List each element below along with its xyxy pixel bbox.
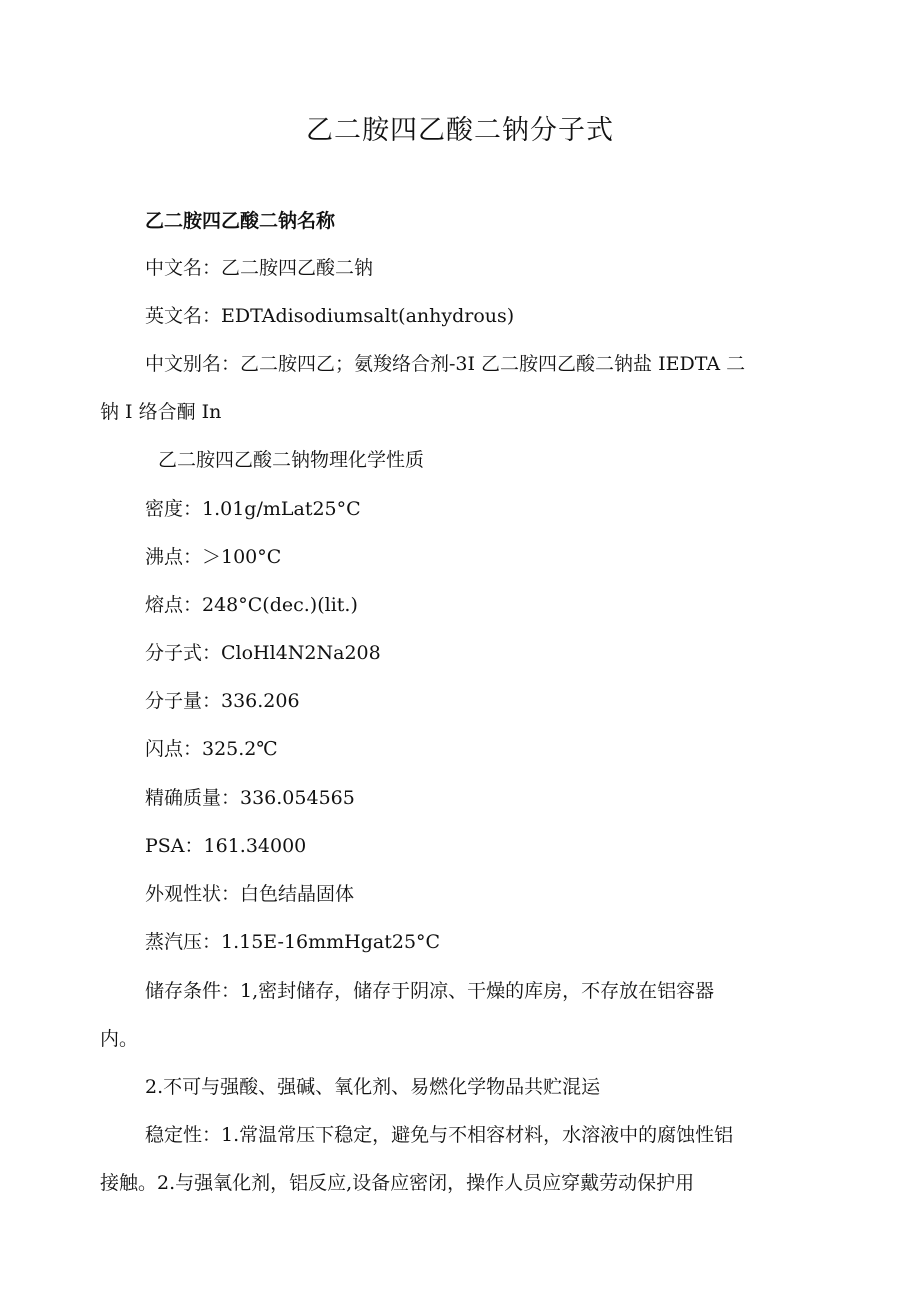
- document-title: 乙二胺四乙酸二钠分子式: [306, 115, 614, 146]
- flash-point-line: 闪点：325.2℃: [145, 738, 278, 760]
- appearance-line: 外观性状：白色结晶固体: [145, 883, 355, 905]
- storage-item-2-line: 2.不可与强酸、强碱、氧化剂、易燃化学物品共贮混运: [145, 1076, 601, 1098]
- alias-line-2: 钠 I 络合酮 In: [100, 401, 222, 423]
- psa-line: PSA：161.34000: [145, 835, 307, 857]
- stability-line-1: 稳定性：1.常温常压下稳定，避免与不相容材料，水溶液中的腐蚀性铝: [145, 1124, 734, 1146]
- section-heading-properties: 乙二胺四乙酸二钠物理化学性质: [158, 449, 425, 471]
- storage-line-2: 内。: [100, 1028, 139, 1050]
- chinese-name-line: 中文名：乙二胺四乙酸二钠: [145, 257, 374, 279]
- stability-line-2: 接触。2.与强氧化剂，铝反应,设备应密闭，操作人员应穿戴劳动保护用: [100, 1172, 695, 1194]
- formula-line: 分子式：CloHl4N2Na208: [145, 642, 381, 664]
- molecular-weight-line: 分子量：336.206: [145, 690, 300, 712]
- section-heading-name: 乙二胺四乙酸二钠名称: [145, 210, 336, 232]
- alias-line-1: 中文别名：乙二胺四乙；氨羧络合剂-3I 乙二胺四乙酸二钠盐 IEDTA 二: [145, 353, 746, 375]
- storage-line-1: 储存条件：1,密封储存，储存于阴凉、干燥的库房，不存放在铝容器: [145, 980, 715, 1002]
- melting-point-line: 熔点：248°C(dec.)(lit.): [145, 594, 358, 616]
- english-name-line: 英文名：EDTAdisodiumsalt(anhydrous): [145, 305, 515, 327]
- exact-mass-line: 精确质量：336.054565: [145, 787, 355, 809]
- boiling-point-line: 沸点：＞100°C: [145, 546, 282, 568]
- density-line: 密度：1.01g/mLat25°C: [145, 498, 361, 520]
- vapor-pressure-line: 蒸汽压：1.15E-16mmHgat25°C: [145, 931, 441, 953]
